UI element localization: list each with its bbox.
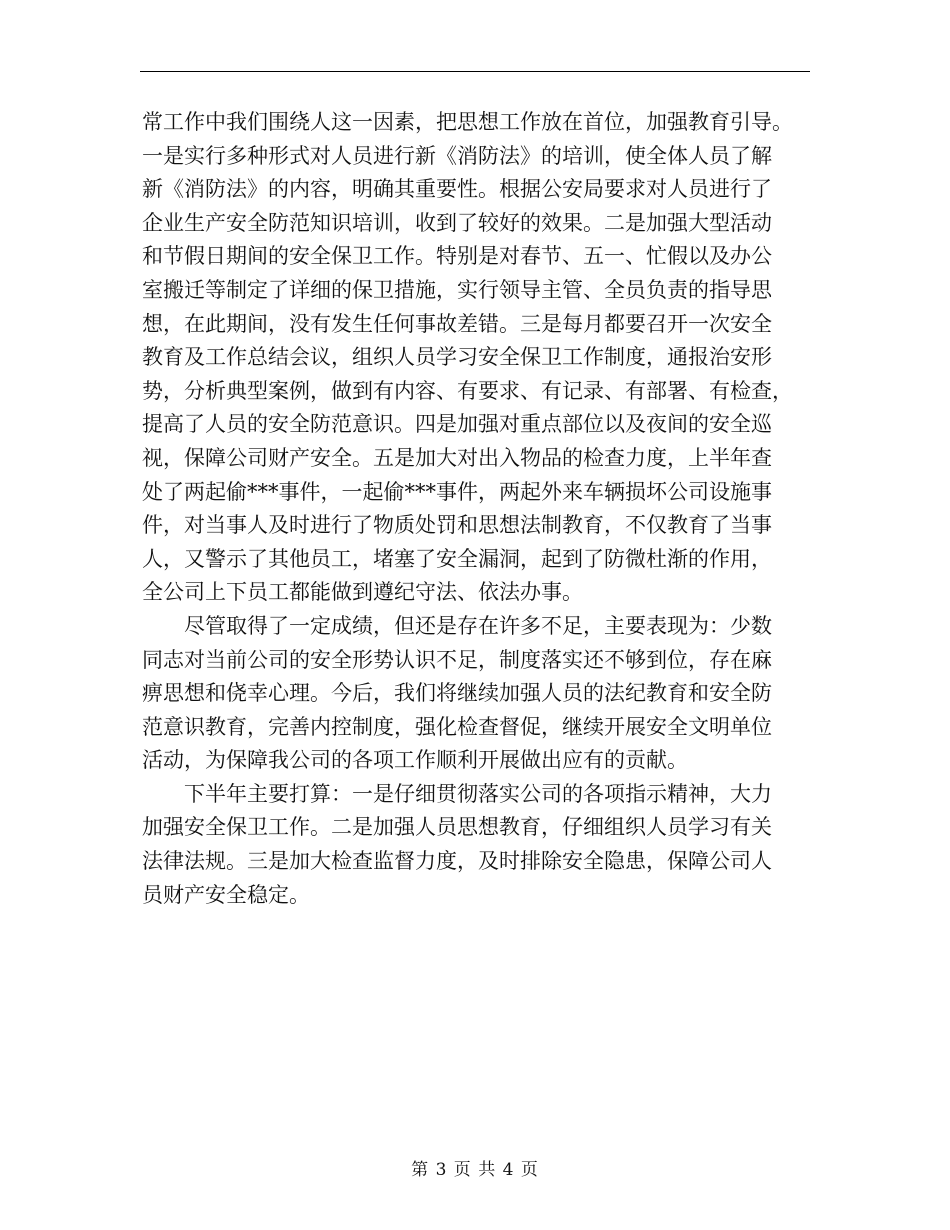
page-footer [0,1155,950,1180]
text-line: 件，对当事人及时进行了物质处罚和思想法制教育，不仅教育了当事 [142,513,772,538]
text-line: 势，分析典型案例，做到有内容、有要求、有记录、有部署、有检查， [142,378,793,403]
text-line: 痹思想和侥幸心理。今后，我们将继续加强人员的法纪教育和安全防 [142,681,772,706]
document-body [142,106,814,912]
text-line: 教育及工作总结会议，组织人员学习安全保卫工作制度，通报治安形 [142,345,772,370]
text-line: 企业生产安全防范知识培训，收到了较好的效果。二是加强大型活动 [142,210,772,235]
text-line: 同志对当前公司的安全形势认识不足，制度落实还不够到位，存在麻 [142,647,772,672]
text-line: 视，保障公司财产安全。五是加大对出入物品的检查力度，上半年查 [142,445,772,470]
text-line: 下半年主要打算：一是仔细贯彻落实公司的各项指示精神，大力 [142,781,772,806]
text-line: 人，又警示了其他员工，堵塞了安全漏洞，起到了防微杜渐的作用， [142,546,772,571]
text-line: 提高了人员的安全防范意识。四是加强对重点部位以及夜间的安全巡 [142,412,772,437]
page-number-label: 第 3 页 共 4 页 [411,1160,539,1180]
text-line: 尽管取得了一定成绩，但还是存在许多不足，主要表现为：少数 [142,613,772,638]
text-line: 活动，为保障我公司的各项工作顺利开展做出应有的贡献。 [142,748,688,773]
text-line: 法律法规。三是加大检查监督力度，及时排除安全隐患，保障公司人 [142,849,772,874]
text-line: 一是实行多种形式对人员进行新《消防法》的培训，使全体人员了解 [142,143,772,168]
text-line: 和节假日期间的安全保卫工作。特别是对春节、五一、忙假以及办公 [142,244,772,269]
text-line: 加强安全保卫工作。二是加强人员思想教育，仔细组织人员学习有关 [142,815,772,840]
text-line: 新《消防法》的内容，明确其重要性。根据公安局要求对人员进行了 [142,177,772,202]
text-line: 常工作中我们围绕人这一因素，把思想工作放在首位，加强教育引导。 [142,110,793,134]
text-line: 处了两起偷***事件，一起偷***事件，两起外来车辆损坏公司设施事 [142,479,772,504]
text-line: 全公司上下员工都能做到遵纪守法、依法办事。 [142,580,583,605]
header-rule [140,71,810,72]
text-line: 室搬迁等制定了详细的保卫措施，实行领导主管、全员负责的指导思 [142,277,772,302]
text-line: 想，在此期间，没有发生任何事故差错。三是每月都要召开一次安全 [142,311,772,336]
text-line: 范意识教育，完善内控制度，强化检查督促，继续开展安全文明单位 [142,714,772,739]
text-line: 员财产安全稳定。 [142,882,310,907]
